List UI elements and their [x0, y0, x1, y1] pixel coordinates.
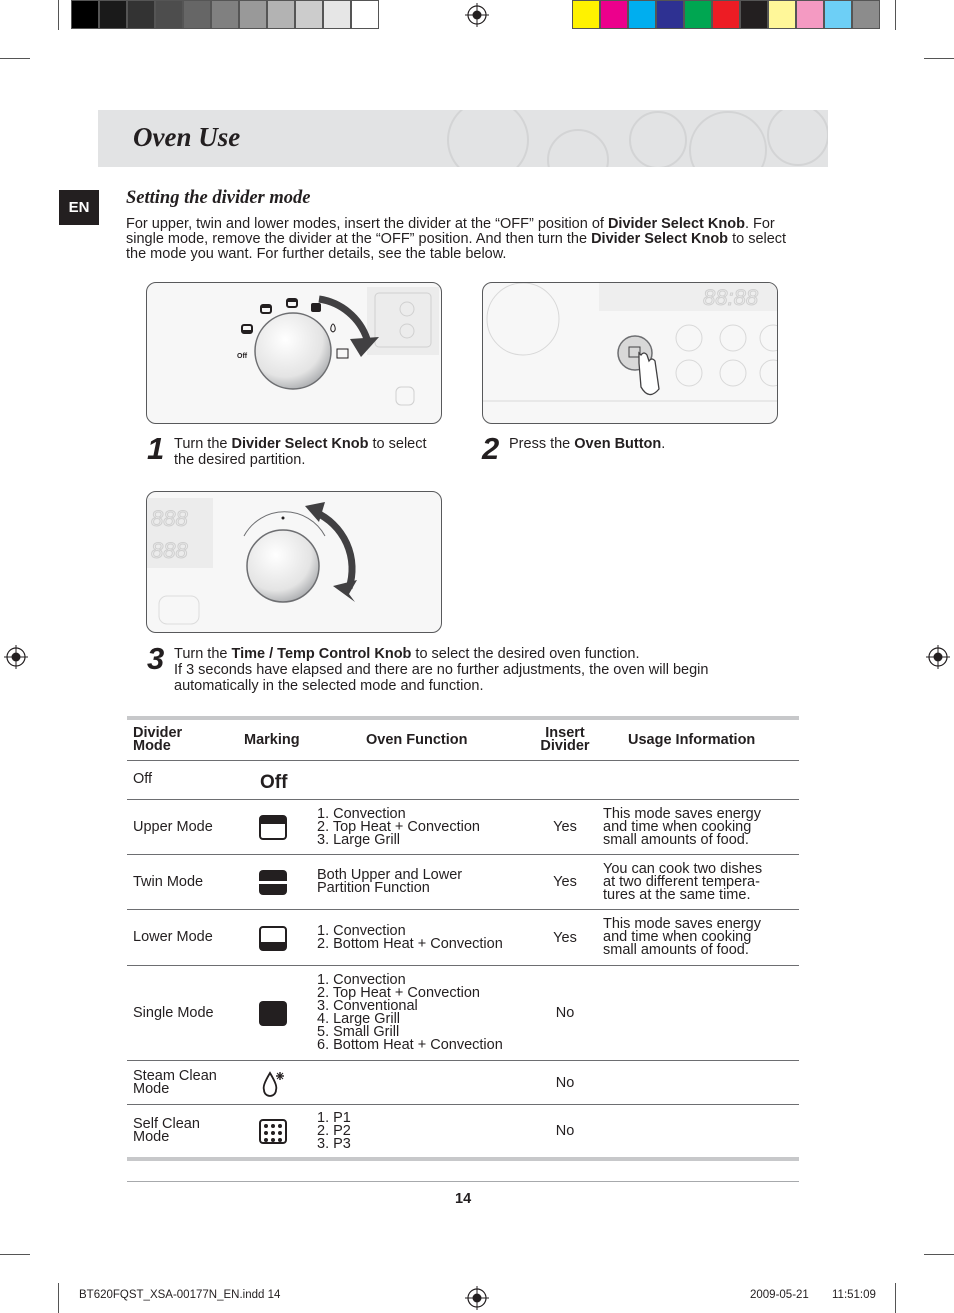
- row-mode-label: [133, 773, 152, 786]
- cell-line: tures at the same time.: [603, 886, 751, 903]
- display-digits: 88:88: [703, 285, 759, 310]
- printer-swatch: [824, 0, 852, 29]
- cell-line: This mode saves energy: [603, 916, 761, 932]
- crop-mark: [58, 0, 59, 30]
- printer-swatch: [99, 0, 127, 29]
- row-mode-label: [133, 1067, 217, 1097]
- printer-swatch: [267, 0, 295, 29]
- row-oven-functions: [317, 869, 462, 895]
- cell-line: Off: [133, 771, 153, 787]
- registration-target-icon: [465, 3, 489, 27]
- single-mode-icon: [259, 1001, 287, 1026]
- printer-swatch: [155, 0, 183, 29]
- row-insert-divider: Yes: [553, 819, 577, 835]
- step-number-3: 3: [147, 641, 165, 676]
- printer-swatch: [628, 0, 656, 29]
- temp-digits-bottom: 888: [151, 538, 188, 563]
- cell-line: 1. P1: [317, 1109, 351, 1126]
- row-oven-functions: [317, 922, 503, 952]
- row-insert-divider: No: [555, 1123, 575, 1139]
- intro-bold-term: Divider Select Knob: [607, 216, 745, 232]
- twin-mode-icon: [259, 870, 287, 895]
- cell-line: Steam Clean: [133, 1067, 217, 1084]
- table-bottom-rule: [127, 1157, 799, 1161]
- cell-line: 1. Convection: [317, 922, 406, 939]
- printer-swatch: [712, 0, 740, 29]
- cell-line: This mode saves energy: [603, 805, 761, 822]
- page-number: 14: [455, 1191, 472, 1207]
- row-mode-label: [133, 873, 204, 890]
- intro-text: . For single mode, remove the divider at the “OFF” position. And then turn the: [126, 216, 775, 247]
- printer-swatch: [351, 0, 379, 29]
- footer-rule: [127, 1181, 799, 1182]
- row-usage-info: [603, 860, 763, 903]
- printer-swatch: [796, 0, 824, 29]
- section-title: Setting the divider mode: [126, 188, 311, 208]
- step-number-2: 2: [482, 431, 500, 466]
- steam-clean-icon: [258, 1069, 288, 1097]
- registration-target-icon: [465, 1286, 489, 1310]
- cell-line: Twin Mode: [133, 873, 204, 890]
- row-mode-label: [133, 818, 213, 835]
- row-mode-label: [133, 1004, 214, 1021]
- printer-swatch: [71, 0, 99, 29]
- cell-line: Both Upper and Lower: [317, 867, 463, 883]
- printer-swatch: [768, 0, 796, 29]
- row-insert-divider: Yes: [553, 929, 577, 946]
- cell-line: 2. Top Heat + Convection: [317, 818, 480, 835]
- cell-line: small amounts of food.: [603, 831, 749, 848]
- twin-divider: [259, 881, 287, 884]
- cell-line: 3. Large Grill: [317, 831, 401, 848]
- cell-line: Mode: [133, 1129, 170, 1145]
- cell-line: Partition Function: [317, 880, 430, 896]
- cell-line: Upper Mode: [133, 818, 213, 835]
- cell-line: 1. Convection: [317, 972, 406, 988]
- printer-swatch: [656, 0, 684, 29]
- cell-line: Lower Mode: [133, 929, 213, 945]
- registration-target-icon: [926, 645, 950, 669]
- table-row-rule: [127, 1104, 799, 1105]
- slug-time: 11:51:09: [832, 1289, 876, 1301]
- printer-swatch: [183, 0, 211, 29]
- intro-text: to select the mode you want. For further details, see the table below.: [126, 231, 787, 262]
- row-oven-functions: [317, 974, 503, 1052]
- printer-swatch: [852, 0, 880, 29]
- page-title: Oven Use: [133, 122, 241, 152]
- header-divider-mode: Divider Mode: [133, 725, 183, 754]
- tomato-watermark-icon: [428, 110, 828, 167]
- lower-mode-icon: [259, 926, 287, 951]
- cell-line: 2. P2: [317, 1122, 351, 1139]
- printer-swatch: [600, 0, 628, 29]
- step-1-text: Turn the Divider Select Knob to select the desired partition.: [174, 436, 427, 468]
- table-row-rule: [127, 854, 799, 855]
- cell-line: and time when cooking: [603, 818, 752, 835]
- intro-bold-term: Divider Select Knob: [591, 231, 729, 247]
- cell-line: 1. Convection: [317, 805, 406, 822]
- language-tab: EN: [59, 190, 99, 225]
- divider-knob-illustration: [146, 282, 442, 424]
- printer-swatch: [239, 0, 267, 29]
- printer-swatch: [572, 0, 600, 29]
- cell-line: Self Clean: [133, 1116, 200, 1132]
- section-header-band: [98, 110, 828, 167]
- header-oven-function: Oven Function: [366, 732, 468, 748]
- row-usage-info: [603, 918, 761, 957]
- row-mode-label: [133, 1118, 200, 1144]
- oven-button-illustration: [482, 282, 778, 424]
- printer-swatch: [323, 0, 351, 29]
- header-insert-divider: Insert Divider: [540, 725, 590, 754]
- table-row-rule: [127, 799, 799, 800]
- printer-swatch: [684, 0, 712, 29]
- self-clean-icon: [259, 1119, 287, 1144]
- registration-target-icon: [4, 645, 28, 669]
- cell-line: 3. Conventional: [317, 998, 418, 1014]
- crop-mark: [58, 1283, 59, 1313]
- cell-line: small amounts of food.: [603, 942, 749, 958]
- row-oven-functions: [317, 805, 480, 848]
- step-3-text: Turn the Time / Temp Control Knob to select the desired oven function. If 3 seconds have elapsed and there are no further adjustments, the oven will begin automatically in the selected mode and function.: [174, 646, 709, 694]
- off-marking: Off: [260, 772, 288, 793]
- cell-line: and time when cooking: [603, 929, 752, 945]
- row-insert-divider: No: [555, 1005, 575, 1021]
- row-usage-info: [603, 805, 761, 848]
- cell-line: 2. Bottom Heat + Convection: [317, 935, 503, 952]
- cell-line: 2. Top Heat + Convection: [317, 985, 480, 1001]
- crop-mark: [924, 1254, 954, 1255]
- cell-line: 4. Large Grill: [317, 1011, 401, 1027]
- printer-swatch: [211, 0, 239, 29]
- cell-line: 3. P3: [317, 1135, 351, 1152]
- slug-date: 2009-05-21: [750, 1289, 809, 1301]
- row-mode-label: [133, 931, 213, 944]
- table-top-rule: [127, 716, 799, 720]
- cell-line: You can cook two dishes: [603, 860, 763, 877]
- table-row-rule: [127, 909, 799, 910]
- cell-line: 5. Small Grill: [317, 1024, 400, 1040]
- crop-mark: [0, 1254, 30, 1255]
- row-insert-divider: No: [555, 1074, 575, 1091]
- crop-mark: [0, 58, 30, 59]
- cell-line: 6. Bottom Heat + Convection: [317, 1037, 503, 1053]
- crop-mark: [924, 58, 954, 59]
- intro-text: For upper, twin and lower modes, insert the divider at the “OFF” position of: [126, 216, 608, 232]
- cell-line: Mode: [133, 1080, 170, 1097]
- header-usage-information: Usage Information: [628, 732, 756, 748]
- header-marking: Marking: [244, 732, 300, 748]
- time-temp-knob-illustration: [146, 491, 442, 633]
- step-2-text: Press the Oven Button.: [509, 436, 666, 452]
- printer-swatch: [127, 0, 155, 29]
- row-oven-functions: [317, 1109, 351, 1152]
- lower-fill: [261, 942, 285, 949]
- table-row-rule: [127, 965, 799, 966]
- file-slug: BT620FQST_XSA-00177N_EN.indd 14: [79, 1289, 281, 1301]
- row-insert-divider: Yes: [553, 874, 577, 890]
- cell-line: at two different tempera-: [603, 873, 760, 890]
- table-row-rule: [127, 1060, 799, 1061]
- crop-mark: [895, 1283, 896, 1313]
- temp-digits-top: 888: [151, 506, 188, 531]
- upper-mode-icon: [259, 815, 287, 840]
- cell-line: Single Mode: [133, 1004, 214, 1021]
- intro-paragraph: [126, 217, 796, 262]
- table-rule: [127, 760, 799, 761]
- step-number-1: 1: [147, 431, 165, 466]
- knob-off-label: Off: [237, 353, 248, 360]
- printer-swatch: [295, 0, 323, 29]
- upper-fill: [261, 817, 285, 824]
- printer-swatch: [740, 0, 768, 29]
- crop-mark: [895, 0, 896, 30]
